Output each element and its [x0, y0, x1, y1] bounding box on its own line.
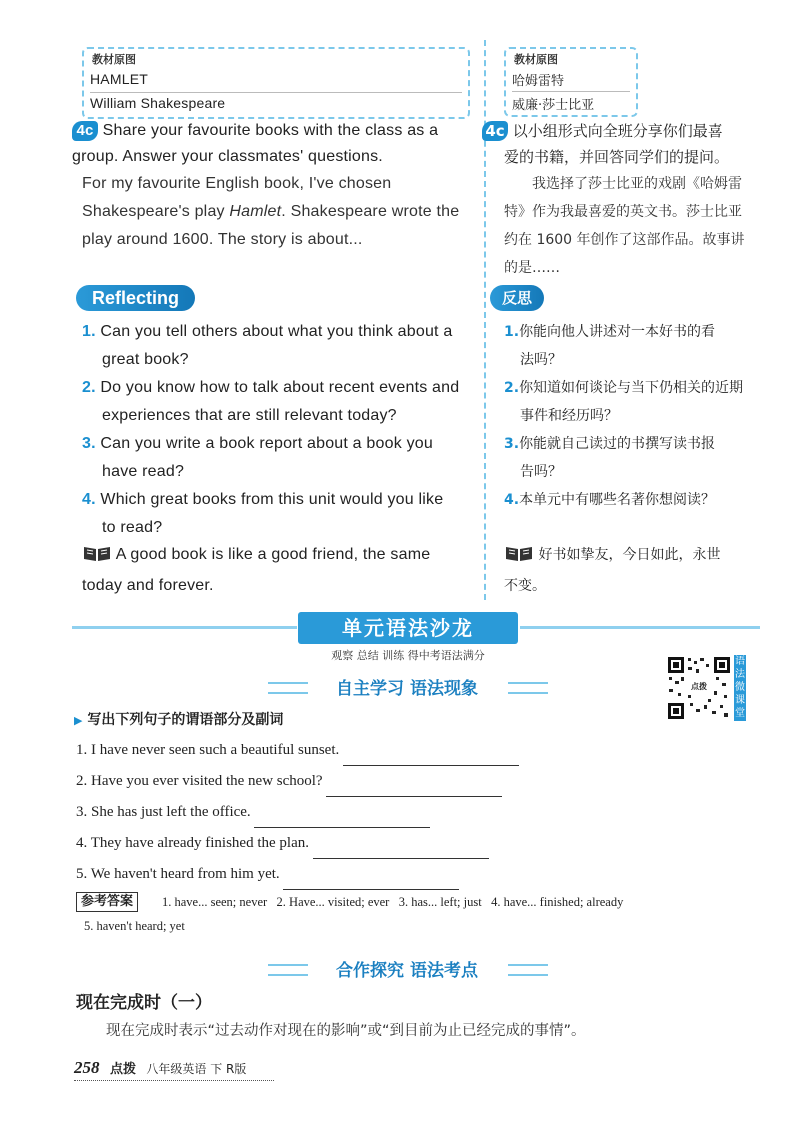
textbook-image-box-zh — [504, 47, 638, 117]
question-zh-3: 3.你能就自己读过的书撰写读书报 告吗？ — [504, 436, 716, 480]
quote-en: A good book is like a good friend, the same today and forever. — [82, 546, 431, 594]
banner-stripe-right — [520, 626, 760, 629]
box-label-zh: 教材原图 — [514, 53, 558, 66]
question-zh-2: 2.你知道如何谈论与当下仍相关的近期 事件和经历吗？ — [504, 380, 744, 424]
task-badge: 4c — [72, 121, 98, 141]
section1-stripe-right — [508, 682, 548, 694]
grammar-banner-subtitle: 观察 总结 训练 得中考语法满分 — [331, 649, 485, 662]
grammar-banner-title: 单元语法沙龙 — [298, 612, 518, 644]
example-line1: For my favourite English book, I've chosen — [82, 175, 392, 192]
answer-blank[interactable] — [326, 782, 502, 797]
example-line3: play around 1600. The story is about... — [82, 231, 363, 248]
page-number: 258 — [74, 1058, 100, 1077]
answer-line2: 5. haven't heard; yet — [84, 919, 185, 933]
task-line1: Share your favourite books with the class as a — [102, 122, 439, 139]
reflect-title-zh: 反思 — [490, 285, 544, 311]
reflecting-questions-en — [82, 318, 482, 542]
section1-heading: 自主学习 语法现象 — [336, 679, 478, 699]
qr-code[interactable] — [666, 655, 732, 721]
section2-stripe-right — [508, 964, 548, 976]
question-3: 3. Can you write a book report about a book you have read? — [82, 435, 433, 480]
reflecting-title: Reflecting — [76, 285, 195, 311]
exercise-5: 5. We haven't heard from him yet. — [76, 859, 636, 890]
quote-zh: 好书如挚友，今日如此，永世 不变。 — [504, 541, 774, 600]
box-title-zh: 哈姆雷特 — [512, 74, 565, 89]
answer-label: 参考答案 — [76, 892, 138, 912]
question-1: 1. Can you tell others about what you think about a great book? — [82, 323, 453, 368]
footer — [74, 1058, 294, 1078]
qr-side-label: 语法微课堂 — [735, 656, 745, 719]
question-zh-4: 4.本单元中有哪些名著你想阅读？ — [504, 492, 716, 508]
question-2: 2. Do you know how to talk about recent events and experiences that are still relevant today? — [82, 379, 460, 424]
question-zh-1: 1.你能向他人讲述对一本好书的看 法吗？ — [504, 324, 716, 368]
example-line2: Shakespeare's play Hamlet. Shakespeare wrote the — [82, 203, 460, 220]
exercise-list — [76, 735, 636, 890]
textbook-image-box-en — [82, 47, 470, 119]
example-paragraph-en — [82, 170, 482, 254]
answer-blank[interactable] — [283, 875, 459, 890]
box-label: 教材原图 — [92, 53, 136, 66]
box-author: William Shakespeare — [90, 95, 226, 111]
example-paragraph-zh: 我选择了莎士比亚的戏剧《哈姆雷 特》作为我最喜爱的英文书。莎士比亚 约在 1600 年创作了这部作品。故事讲 的是…… — [504, 176, 745, 276]
book-info: 八年级英语 下 R版 — [146, 1062, 247, 1076]
exercise-2: 2. Have you ever visited the new school? — [76, 766, 636, 797]
box-author-zh: 威廉·莎士比亚 — [512, 98, 595, 113]
answer-blank[interactable] — [313, 844, 489, 859]
task-badge-zh: 4c — [482, 121, 508, 141]
brand-logo: 点拨 — [109, 1062, 136, 1077]
task-line2: group. Answer your classmates' questions. — [72, 148, 383, 165]
reflect-questions-zh — [504, 318, 774, 514]
answer-line1: 1. have... seen; never 2. Have... visited; ever 3. has... left; just 4. have... finished; already — [162, 895, 624, 909]
box-title: HAMLET — [90, 71, 148, 87]
banner-stripe-left — [72, 626, 297, 629]
question-4: 4. Which great books from this unit would you like to read? — [82, 491, 444, 536]
exercise-1: 1. I have never seen such a beautiful sunset. — [76, 735, 636, 766]
exercise-4: 4. They have already finished the plan. — [76, 828, 636, 859]
footer-underline — [74, 1080, 274, 1081]
book-icon — [504, 544, 534, 572]
exercise-3: 3. She has just left the office. — [76, 797, 636, 828]
task-4c-zh: 4c 以小组形式向全班分享你们最喜 爱的书籍，并回答同学们的提问。 — [482, 118, 762, 170]
section2-heading: 合作探究 语法考点 — [336, 961, 478, 981]
topic-title: 现在完成时（一） — [76, 993, 212, 1013]
task-4c-en — [72, 118, 482, 170]
answer-blank[interactable] — [254, 813, 430, 828]
triangle-icon: ▶ — [74, 714, 83, 727]
instruction: ▶ 写出下列句子的谓语部分及副词 — [74, 712, 284, 728]
section2-stripe-left — [268, 964, 308, 976]
topic-text: 现在完成时表示“过去动作对现在的影响”或“到目前为止已经完成的事情”。 — [106, 1023, 586, 1039]
section1-stripe-left — [268, 682, 308, 694]
qr-center-label: 点拨 — [691, 682, 707, 691]
answer-blank[interactable] — [343, 751, 519, 766]
book-icon — [82, 544, 112, 572]
